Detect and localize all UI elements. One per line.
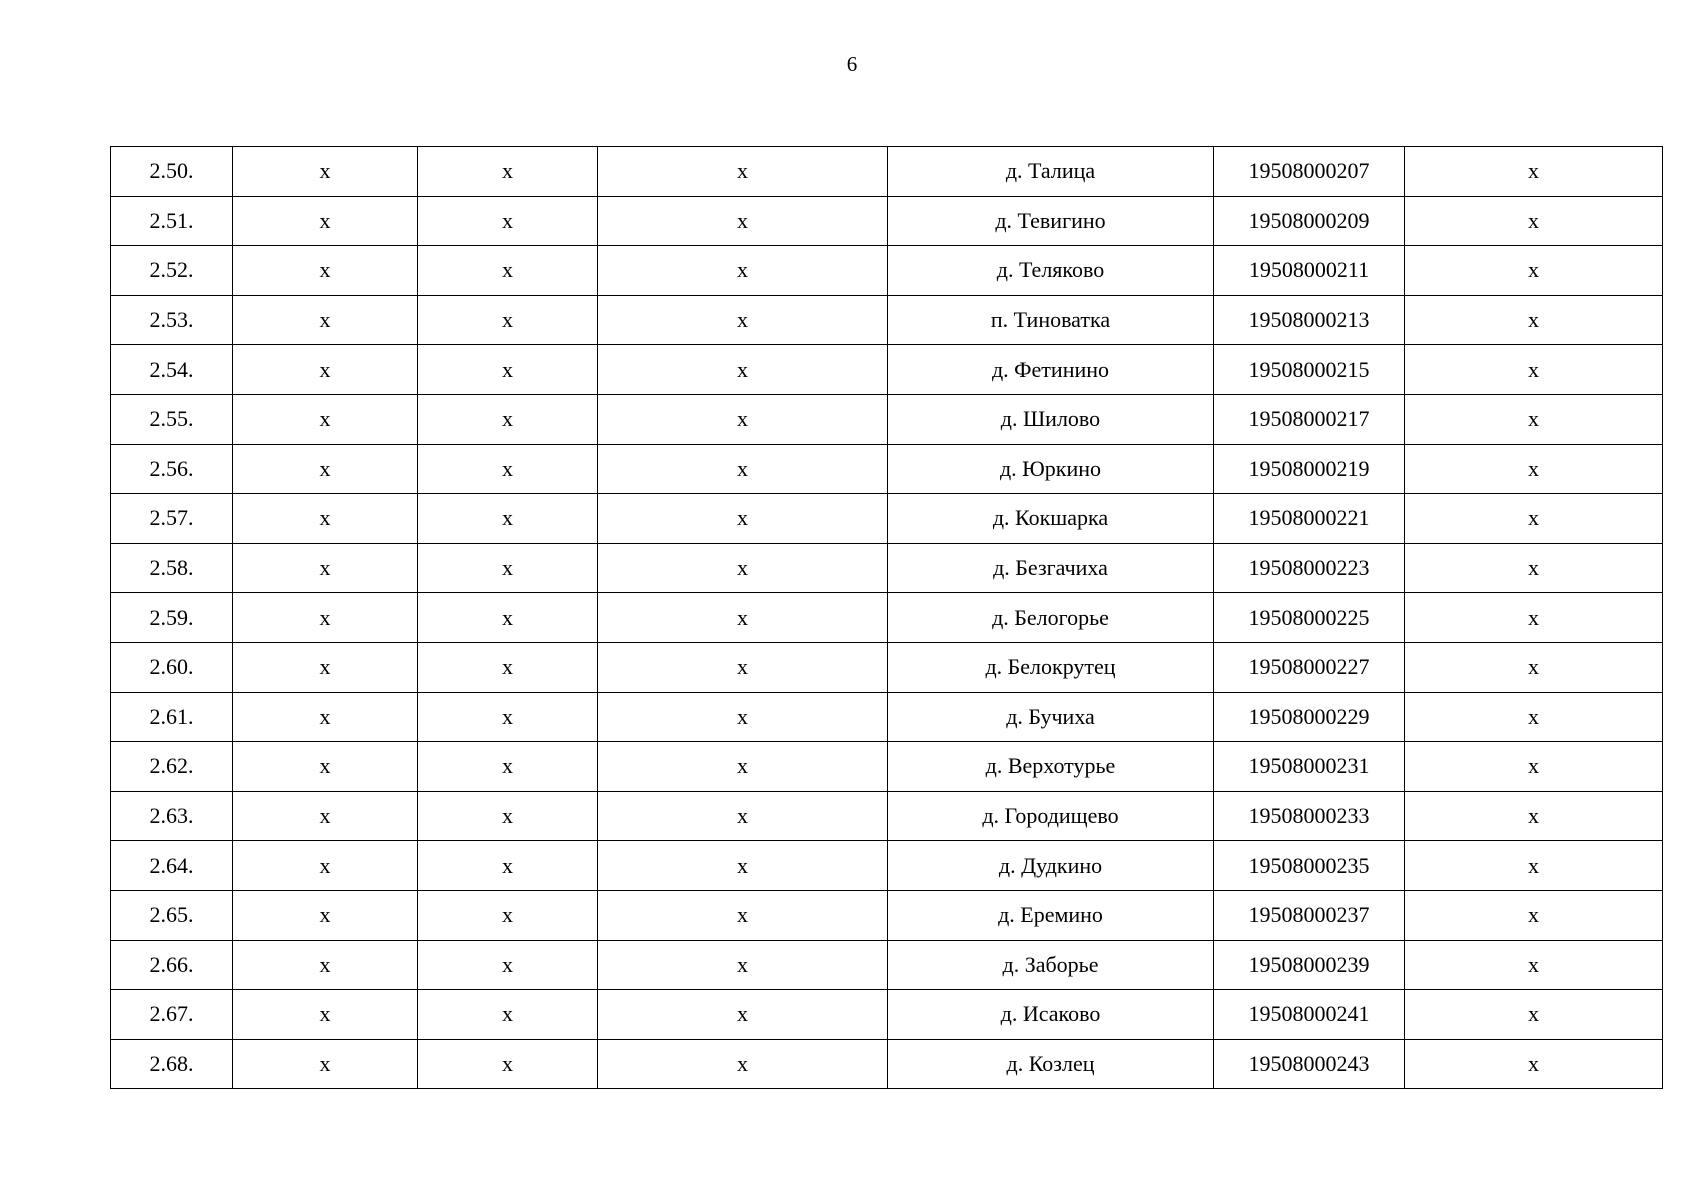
cell-x: х — [233, 940, 418, 990]
cell-x: х — [598, 642, 888, 692]
cell-x: х — [1405, 147, 1663, 197]
cell-x: х — [418, 196, 598, 246]
oktmo-code-cell: 19508000221 — [1214, 494, 1405, 544]
table-row — [111, 642, 1663, 692]
oktmo-code-cell: 19508000213 — [1214, 295, 1405, 345]
cell-x: х — [418, 543, 598, 593]
row-number-cell: 2.65. — [111, 890, 233, 940]
table-row — [111, 692, 1663, 742]
oktmo-code-cell: 19508000207 — [1214, 147, 1405, 197]
cell-x: х — [233, 791, 418, 841]
oktmo-code-cell: 19508000211 — [1214, 246, 1405, 296]
oktmo-code-cell: 19508000219 — [1214, 444, 1405, 494]
settlement-name-cell: д. Дудкино — [888, 841, 1214, 891]
cell-x: х — [233, 642, 418, 692]
cell-x: х — [1405, 345, 1663, 395]
settlement-name-cell: д. Шилово — [888, 394, 1214, 444]
cell-x: х — [1405, 791, 1663, 841]
row-number-cell: 2.58. — [111, 543, 233, 593]
settlement-name-cell: д. Исаково — [888, 990, 1214, 1040]
oktmo-code-cell: 19508000209 — [1214, 196, 1405, 246]
cell-x: х — [418, 593, 598, 643]
oktmo-code-cell: 19508000229 — [1214, 692, 1405, 742]
row-number-cell: 2.61. — [111, 692, 233, 742]
table-row — [111, 196, 1663, 246]
cell-x: х — [598, 147, 888, 197]
oktmo-code-cell: 19508000237 — [1214, 890, 1405, 940]
cell-x: х — [598, 791, 888, 841]
cell-x: х — [1405, 246, 1663, 296]
settlement-name-cell: д. Фетинино — [888, 345, 1214, 395]
settlement-name-cell: д. Бучиха — [888, 692, 1214, 742]
cell-x: х — [598, 444, 888, 494]
table-row — [111, 444, 1663, 494]
cell-x: х — [1405, 196, 1663, 246]
oktmo-code-cell: 19508000217 — [1214, 394, 1405, 444]
cell-x: х — [598, 394, 888, 444]
cell-x: х — [418, 295, 598, 345]
row-number-cell: 2.68. — [111, 1039, 233, 1089]
row-number-cell: 2.54. — [111, 345, 233, 395]
cell-x: х — [598, 841, 888, 891]
oktmo-code-cell: 19508000241 — [1214, 990, 1405, 1040]
cell-x: х — [418, 345, 598, 395]
oktmo-code-cell: 19508000243 — [1214, 1039, 1405, 1089]
settlement-name-cell: д. Белокрутец — [888, 642, 1214, 692]
oktmo-code-cell: 19508000223 — [1214, 543, 1405, 593]
cell-x: х — [233, 394, 418, 444]
cell-x: х — [598, 494, 888, 544]
cell-x: х — [233, 692, 418, 742]
cell-x: х — [598, 593, 888, 643]
table-row — [111, 345, 1663, 395]
cell-x: х — [418, 494, 598, 544]
row-number-cell: 2.55. — [111, 394, 233, 444]
table-row — [111, 742, 1663, 792]
cell-x: х — [1405, 295, 1663, 345]
cell-x: х — [233, 543, 418, 593]
settlement-name-cell: д. Безгачиха — [888, 543, 1214, 593]
settlement-name-cell: п. Тиноватка — [888, 295, 1214, 345]
cell-x: х — [598, 543, 888, 593]
cell-x: х — [1405, 841, 1663, 891]
cell-x: х — [1405, 742, 1663, 792]
cell-x: х — [1405, 642, 1663, 692]
cell-x: х — [233, 147, 418, 197]
settlement-name-cell: д. Еремино — [888, 890, 1214, 940]
cell-x: х — [598, 196, 888, 246]
row-number-cell: 2.62. — [111, 742, 233, 792]
cell-x: х — [598, 742, 888, 792]
cell-x: х — [233, 494, 418, 544]
cell-x: х — [418, 692, 598, 742]
settlement-name-cell: д. Козлец — [888, 1039, 1214, 1089]
settlement-name-cell: д. Тевигино — [888, 196, 1214, 246]
cell-x: х — [233, 890, 418, 940]
settlement-name-cell: д. Кокшарка — [888, 494, 1214, 544]
cell-x: х — [233, 990, 418, 1040]
settlement-name-cell: д. Верхотурье — [888, 742, 1214, 792]
cell-x: х — [598, 890, 888, 940]
cell-x: х — [233, 444, 418, 494]
settlement-name-cell: д. Юркино — [888, 444, 1214, 494]
cell-x: х — [1405, 692, 1663, 742]
row-number-cell: 2.52. — [111, 246, 233, 296]
cell-x: х — [233, 196, 418, 246]
cell-x: х — [598, 295, 888, 345]
cell-x: х — [1405, 593, 1663, 643]
cell-x: х — [418, 246, 598, 296]
oktmo-code-cell: 19508000225 — [1214, 593, 1405, 643]
cell-x: х — [418, 742, 598, 792]
cell-x: х — [598, 692, 888, 742]
settlement-name-cell: д. Талица — [888, 147, 1214, 197]
row-number-cell: 2.51. — [111, 196, 233, 246]
cell-x: х — [418, 642, 598, 692]
cell-x: х — [1405, 1039, 1663, 1089]
cell-x: х — [418, 1039, 598, 1089]
row-number-cell: 2.63. — [111, 791, 233, 841]
oktmo-code-cell: 19508000235 — [1214, 841, 1405, 891]
row-number-cell: 2.50. — [111, 147, 233, 197]
cell-x: х — [1405, 890, 1663, 940]
cell-x: х — [233, 295, 418, 345]
row-number-cell: 2.56. — [111, 444, 233, 494]
cell-x: х — [598, 940, 888, 990]
cell-x: х — [1405, 990, 1663, 1040]
table-row — [111, 841, 1663, 891]
cell-x: х — [1405, 940, 1663, 990]
cell-x: х — [418, 147, 598, 197]
oktmo-code-cell: 19508000231 — [1214, 742, 1405, 792]
cell-x: х — [418, 841, 598, 891]
table-row — [111, 890, 1663, 940]
page-number: 6 — [846, 52, 858, 76]
cell-x: х — [598, 1039, 888, 1089]
cell-x: х — [598, 345, 888, 395]
oktmo-code-cell: 19508000227 — [1214, 642, 1405, 692]
table-row — [111, 394, 1663, 444]
table-row — [111, 494, 1663, 544]
row-number-cell: 2.64. — [111, 841, 233, 891]
table-row — [111, 246, 1663, 296]
oktmo-code-cell: 19508000215 — [1214, 345, 1405, 395]
cell-x: х — [233, 345, 418, 395]
cell-x: х — [233, 742, 418, 792]
row-number-cell: 2.57. — [111, 494, 233, 544]
table-row — [111, 990, 1663, 1040]
cell-x: х — [233, 1039, 418, 1089]
cell-x: х — [418, 890, 598, 940]
oktmo-code-cell: 19508000233 — [1214, 791, 1405, 841]
cell-x: х — [598, 990, 888, 1040]
cell-x: х — [1405, 494, 1663, 544]
table-row — [111, 1039, 1663, 1089]
cell-x: х — [598, 246, 888, 296]
table-row — [111, 543, 1663, 593]
table-row — [111, 147, 1663, 197]
row-number-cell: 2.67. — [111, 990, 233, 1040]
row-number-cell: 2.59. — [111, 593, 233, 643]
cell-x: х — [1405, 444, 1663, 494]
cell-x: х — [233, 841, 418, 891]
cell-x: х — [1405, 543, 1663, 593]
cell-x: х — [418, 791, 598, 841]
row-number-cell: 2.53. — [111, 295, 233, 345]
row-number-cell: 2.66. — [111, 940, 233, 990]
cell-x: х — [233, 593, 418, 643]
settlement-name-cell: д. Заборье — [888, 940, 1214, 990]
table-row — [111, 791, 1663, 841]
table-body — [111, 147, 1663, 1089]
oktmo-code-cell: 19508000239 — [1214, 940, 1405, 990]
cell-x: х — [418, 990, 598, 1040]
table-row — [111, 940, 1663, 990]
table-row — [111, 593, 1663, 643]
cell-x: х — [418, 394, 598, 444]
row-number-cell: 2.60. — [111, 642, 233, 692]
settlement-name-cell: д. Городищево — [888, 791, 1214, 841]
settlements-table — [110, 146, 1663, 1089]
cell-x: х — [418, 940, 598, 990]
settlement-name-cell: д. Теляково — [888, 246, 1214, 296]
table-row — [111, 295, 1663, 345]
cell-x: х — [233, 246, 418, 296]
cell-x: х — [1405, 394, 1663, 444]
settlement-name-cell: д. Белогорье — [888, 593, 1214, 643]
cell-x: х — [418, 444, 598, 494]
